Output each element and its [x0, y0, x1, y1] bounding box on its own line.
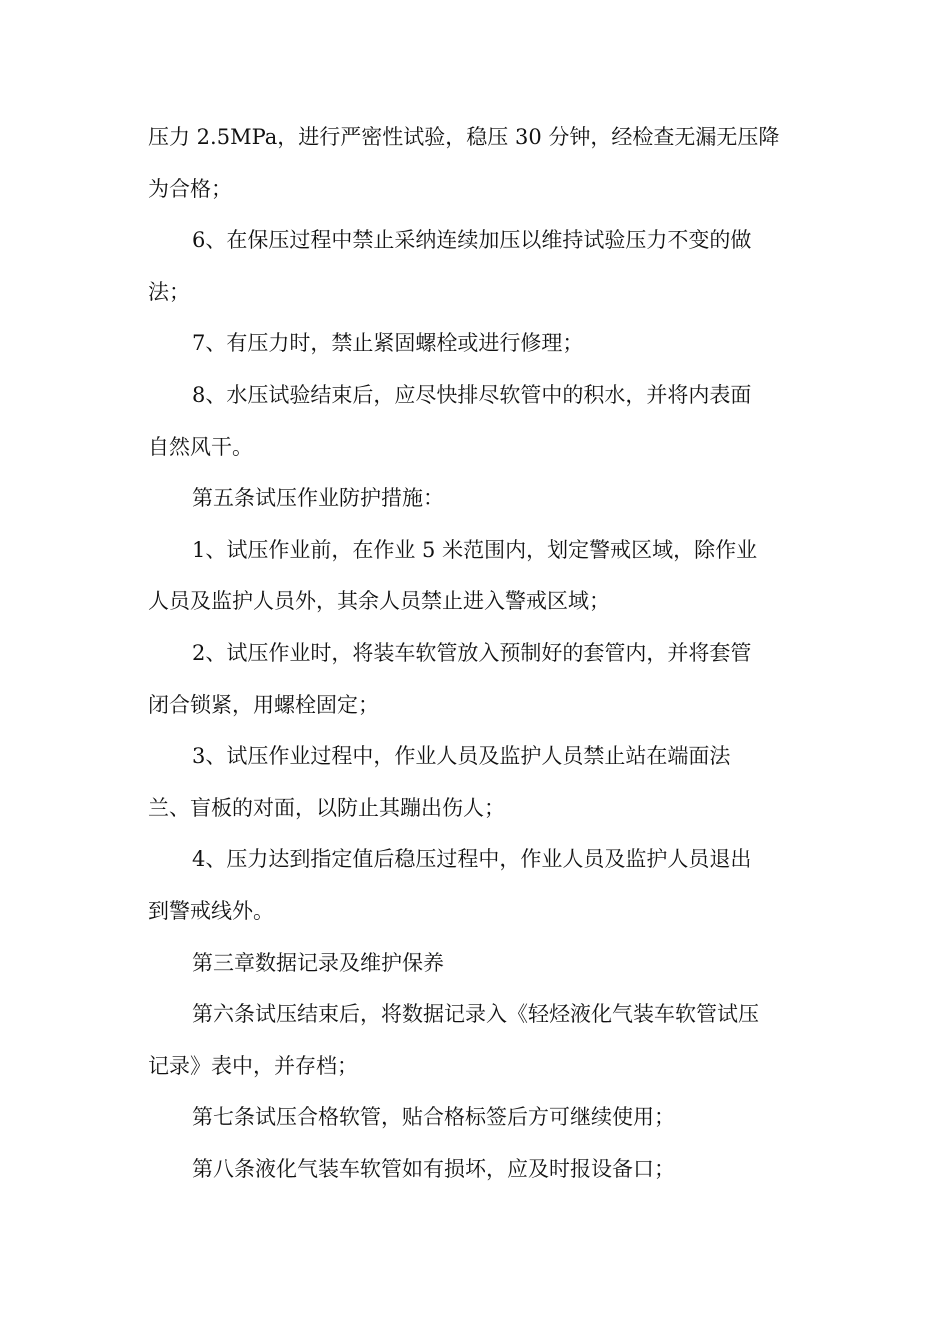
- text-line: 人员及监护人员外，其余人员禁止进入警戒区域；: [148, 589, 610, 614]
- text-line: 第七条试压合格软管，贴合格标签后方可继续使用；: [192, 1105, 675, 1130]
- text-line: 兰、盲板的对面，以防止其蹦出伤人；: [148, 795, 505, 820]
- text-line: 4、压力达到指定值后稳压过程中，作业人员及监护人员退出: [192, 847, 752, 872]
- document-body: [148, 112, 798, 1195]
- text-line: 8、水压试验结束后，应尽快排尽软管中的积水，并将内表面: [192, 382, 752, 407]
- text-line: 闭合锁紧，用螺栓固定；: [148, 692, 379, 717]
- text-line: 自然风干。: [148, 434, 253, 459]
- text-line: 第八条液化气装车软管如有损坏，应及时报设备口；: [192, 1156, 675, 1181]
- text-line: 第六条试压结束后，将数据记录入《轻烃液化气装车软管试压: [192, 1002, 759, 1027]
- chapter-heading: 第三章数据记录及维护保养: [192, 950, 444, 975]
- text-line: 为合格；: [148, 176, 232, 201]
- text-line: 7、有压力时，禁止紧固螺栓或进行修理；: [192, 331, 584, 356]
- text-line: 记录》表中，并存档；: [148, 1053, 358, 1078]
- text-line: 3、试压作业过程中，作业人员及监护人员禁止站在端面法: [192, 744, 731, 769]
- text-line: 到警戒线外。: [148, 898, 274, 923]
- text-line: 1、试压作业前，在作业 5 米范围内，划定警戒区域，除作业: [192, 537, 758, 562]
- text-line: 6、在保压过程中禁止采纳连续加压以维持试验压力不变的做: [192, 228, 752, 253]
- text-line: 2、试压作业时，将装车软管放入预制好的套管内，并将套管: [192, 640, 752, 665]
- text-line: 压力 2.5MPa，进行严密性试验，稳压 30 分钟，经检查无漏无压降: [148, 125, 780, 149]
- section-heading: 第五条试压作业防护措施：: [192, 486, 444, 511]
- text-line: 法；: [148, 279, 190, 304]
